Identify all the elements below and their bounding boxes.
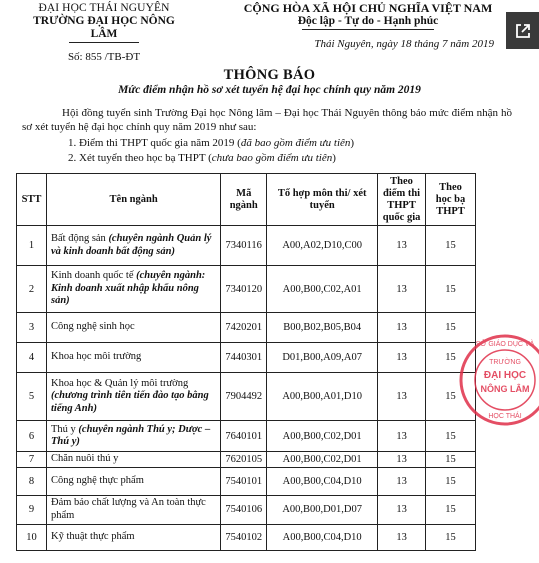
school-name: TRƯỜNG ĐẠI HỌC NÔNG LÂM (33, 15, 175, 40)
nation-name: CỘNG HÒA XÃ HỘI CHỦ NGHĨA VIỆT NAM (243, 1, 493, 15)
header-major-code: Mã ngành (221, 174, 267, 226)
header-major-name: Tên ngành (46, 174, 220, 226)
open-in-new-icon (514, 22, 532, 40)
document-date: Thái Nguyên, ngày 18 tháng 7 năm 2019 (314, 38, 494, 50)
admission-score-table (16, 173, 476, 551)
table-row: 2 Kinh doanh quốc tế (chuyên ngành: Kinh doanh xuất nhập khẩu nông sản) 7340120 A00,B00,C02,A01 13 15 (17, 266, 476, 313)
header-left-rule (69, 42, 139, 43)
intro-paragraph: Hội đồng tuyển sinh Trường Đại học Nông lâm – Đại học Thái Nguyên thông báo mức điểm nhận hồ sơ xét tuyển hệ đại học chính quy năm 2019 như sau: (22, 107, 512, 133)
seal-text: NÔNG LÂM (480, 384, 530, 394)
header-thpt-score: Theo điểm thi THPT quốc gia (378, 174, 426, 226)
table-row: 1 Bất động sản (chuyên ngành Quản lý và kinh doanh bất động sản) 7340116 A00,A02,D10,C00 13 15 (17, 226, 476, 266)
table-row: 3 Công nghệ sinh học 7420201 B00,B02,B05,B04 13 15 (17, 313, 476, 343)
header-right-rule (302, 29, 434, 30)
table-row: 4 Khoa học môi trường 7440301 D01,B00,A09,A07 13 15 (17, 343, 476, 373)
table-row: 8 Công nghệ thực phẩm 7540101 A00,B00,C04,D10 13 15 (17, 467, 476, 495)
university-name: ĐẠI HỌC THÁI NGUYÊN (38, 2, 170, 14)
table-row: 9 Đảm bảo chất lượng và An toàn thực phẩm 7540106 A00,B00,D01,D07 13 15 (17, 495, 476, 524)
criteria-item: 2. Xét tuyển theo học bạ THPT (chưa bao gồm điểm ưu tiên) (68, 152, 336, 164)
header-right (228, 2, 508, 50)
seal-text: HỌC THÁI (488, 413, 522, 420)
notice-subtitle: Mức điểm nhận hồ sơ xét tuyển hệ đại học chính quy năm 2019 (118, 84, 421, 96)
seal-text: TRƯỜNG (489, 359, 521, 366)
table-header-row (17, 174, 476, 226)
open-in-new-button[interactable] (506, 12, 539, 49)
seal-inner-ring (475, 350, 535, 410)
header-transcript-score: Theo học bạ THPT (426, 174, 476, 226)
document-number: Số: 855 /TB-ĐT (67, 51, 141, 63)
table-row: 5 Khoa học & Quản lý môi trường (chương trình tiên tiến đào tạo bằng tiếng Anh) 7904492 A00,B00,A01,D10 13 15 (17, 373, 476, 421)
table-row: 10 Kỹ thuật thực phẩm 7540102 A00,B00,C04,D10 13 15 (17, 524, 476, 550)
seal-text: ĐẠI HỌC (483, 370, 527, 381)
national-motto: Độc lập - Tự do - Hạnh phúc (297, 15, 439, 27)
criteria-item: 1. Điểm thi THPT quốc gia năm 2019 (đã bao gồm điểm ưu tiên) (68, 137, 355, 149)
header-left (20, 2, 188, 63)
criteria-list (68, 136, 354, 166)
table-row: 7 Chăn nuôi thú y 7620105 A00,B00,C02,D01 13 15 (17, 452, 476, 468)
header-subject-combo: Tổ hợp môn thi/ xét tuyển (267, 174, 378, 226)
header-stt: STT (17, 174, 47, 226)
notice-title: THÔNG BÁO (223, 67, 316, 83)
seal-text: SỞ GIÁO DỤC VÀ (475, 341, 535, 348)
table-row: 6 Thú y (chuyên ngành Thú y; Dược – Thú y) 7640101 A00,B00,C02,D01 13 15 (17, 421, 476, 452)
